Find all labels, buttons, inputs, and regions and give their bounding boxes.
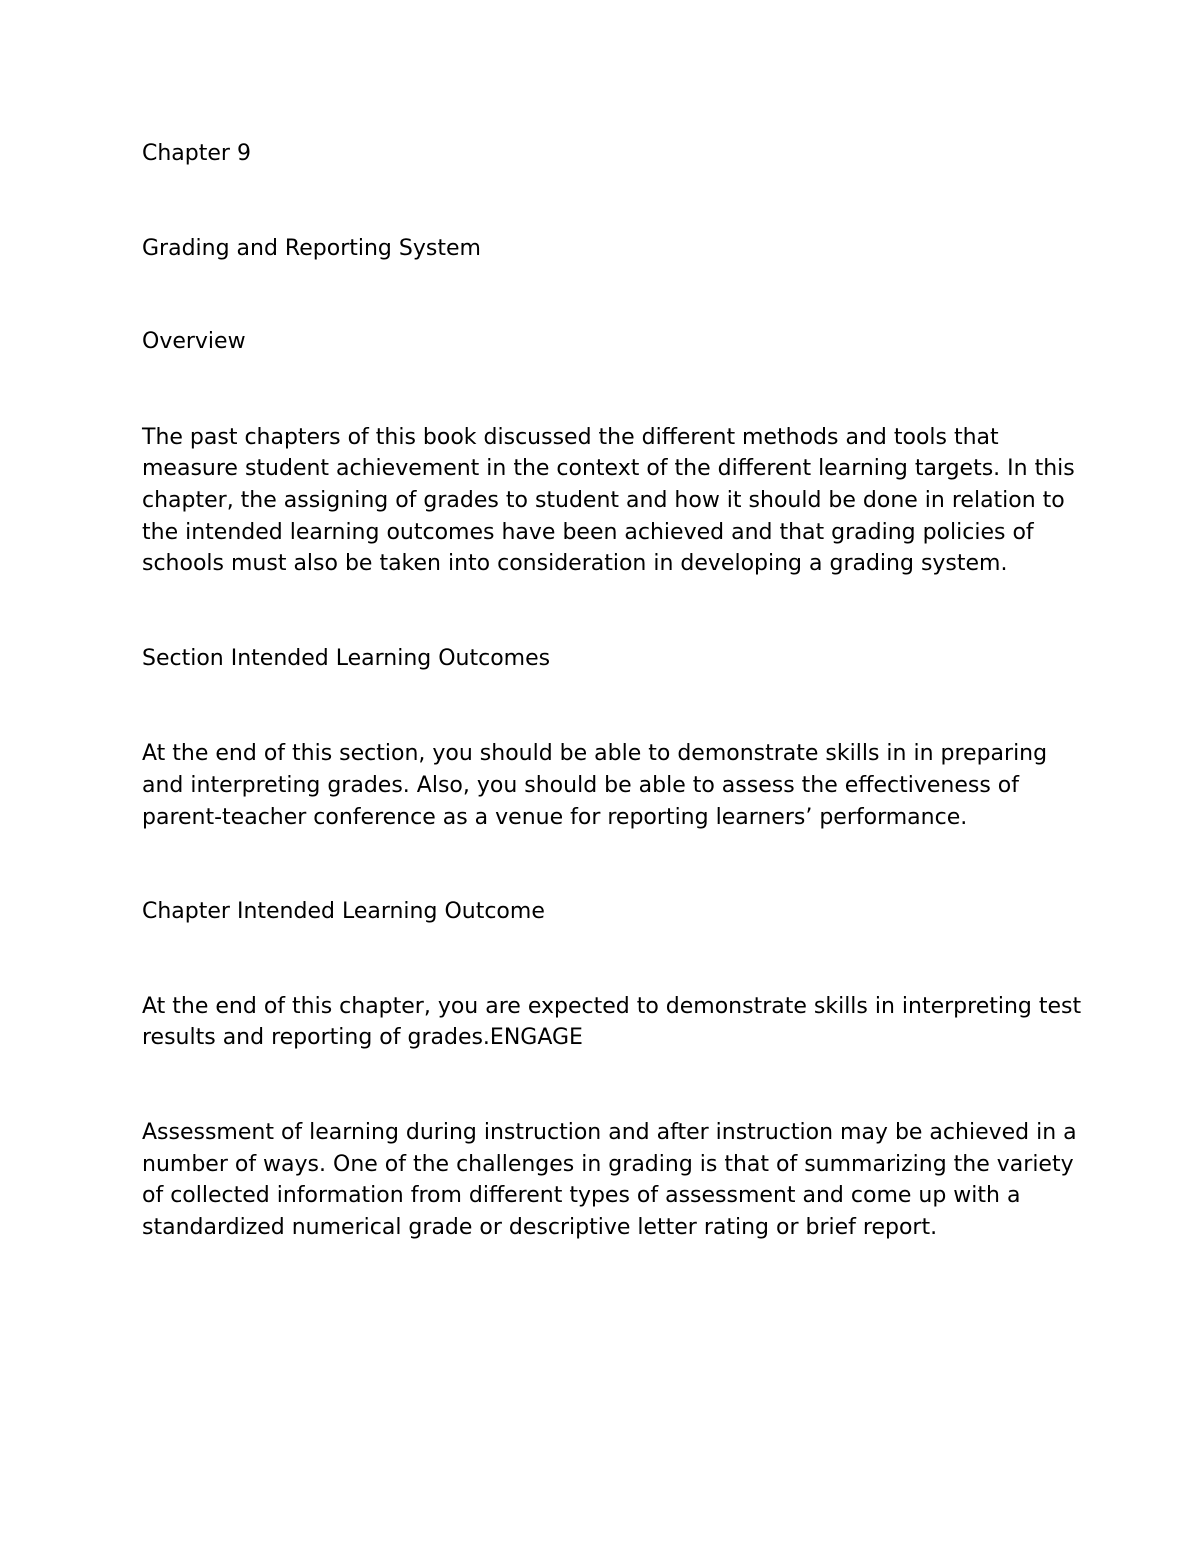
section-ilo-paragraph: At the end of this section, you should be able to demonstrate skills in in preparing and interpreting grades. Also, you should be able to assess the effectiveness of parent-teacher conference as a venue for reporting learners’ performance. <box>142 741 1048 830</box>
chapter-ilo-paragraph: At the end of this chapter, you are expected to demonstrate skills in interpreting test results and reporting of grades.ENGAGE <box>142 993 1082 1051</box>
section-ilo-heading: Section Intended Learning Outcomes <box>142 645 551 671</box>
chapter-title: Grading and Reporting System <box>142 235 481 261</box>
overview-heading: Overview <box>142 329 246 355</box>
engage-paragraph: Assessment of learning during instruction and after instruction may be achieved in a number of ways. One of the challenges in grading is that of summarizing the variety of collected information from different types of assessment and come up with a standardized numerical grade or descriptive letter rating or brief report. <box>142 1119 1077 1240</box>
chapter-ilo-heading: Chapter Intended Learning Outcome <box>142 899 545 925</box>
document-body <box>142 138 1082 1243</box>
overview-paragraph: The past chapters of this book discussed the different methods and tools that measure student achievement in the context of the different learning targets. In this chapter, the assigning of grades to student and how it should be done in relation to the intended learning outcomes have been achieved and that grading policies of schools must also be taken into consideration in developing a grading system. <box>142 424 1075 577</box>
chapter-label: Chapter 9 <box>142 141 251 166</box>
